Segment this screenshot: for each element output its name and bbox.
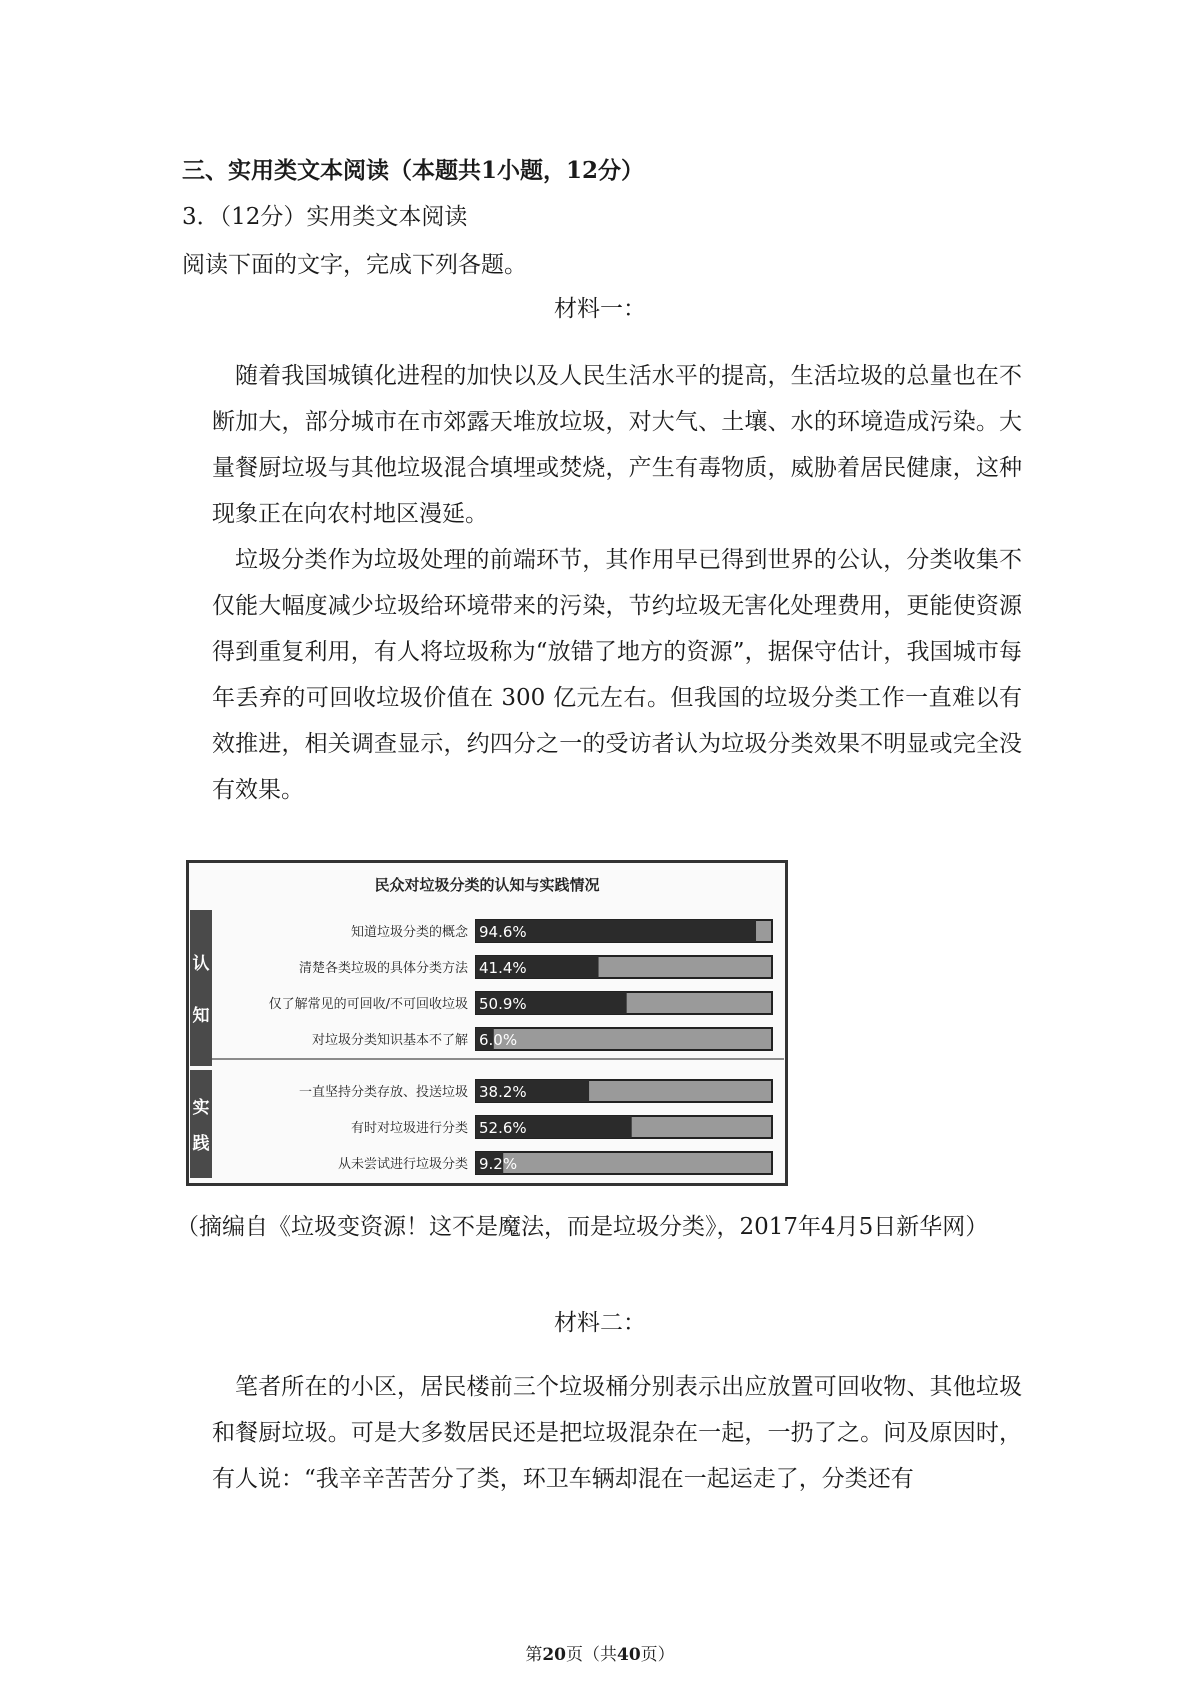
bar-label: 仅了解常见的可回收/不可回收垃圾 xyxy=(268,997,468,1012)
chart-title: 民众对垃圾分类的认知与实践情况 xyxy=(374,876,600,894)
footer-middle: 页（共 xyxy=(566,1645,617,1665)
material1-body xyxy=(212,353,1022,813)
bar-label: 对垃圾分类知识基本不了解 xyxy=(311,1033,468,1048)
bar-value-label: 52.6% xyxy=(479,1119,527,1137)
material1-paragraph-2: 垃圾分类作为垃圾处理的前端环节，其作用早已得到世界的公认，分类收集不仅能大幅度减少垃圾给环境带来的污染，节约垃圾无害化处理费用，更能使资源得到重复利用，有人将垃圾称为“放错了地方的资源”，据保守估计，我国城市每年丢弃的可回收垃圾价值在 300 亿元左右。但我国的垃圾分类工作一直难以有效推进，相关调查显示，约四分之一的受访者认为垃圾分类效果不明显或完全没有效果。 xyxy=(212,547,1022,803)
group-tag-box xyxy=(190,910,212,1066)
material1-heading: 材料一： xyxy=(554,296,646,322)
group-tag-char: 认 xyxy=(192,954,210,974)
group-tag-char: 实 xyxy=(192,1098,210,1118)
footer-page-number: 20 xyxy=(542,1645,566,1665)
page-footer xyxy=(0,1640,1200,1665)
footer-suffix: 页） xyxy=(640,1645,675,1665)
instruction-text: 阅读下面的文字，完成下列各题。 xyxy=(182,252,527,278)
material2-heading: 材料二： xyxy=(554,1310,646,1336)
bar-track xyxy=(476,1028,772,1050)
material2-paragraph-1: 笔者所在的小区，居民楼前三个垃圾桶分别表示出应放置可回收物、其他垃圾和餐厨垃圾。可是大多数居民还是把垃圾混杂在一起，一扔了之。问及原因时，有人说：“我辛辛苦苦分了类，环卫车辆却混在一起运走了，分类还有 xyxy=(212,1374,1022,1492)
bar-value-label: 41.4% xyxy=(479,959,527,977)
material1-paragraph-1: 随着我国城镇化进程的加快以及人民生活水平的提高，生活垃圾的总量也在不断加大，部分城市在市郊露天堆放垃圾，对大气、土壤、水的环境造成污染。大量餐厨垃圾与其他垃圾混合填埋或焚烧，产生有毒物质，威胁着居民健康，这种现象正在向农村地区漫延。 xyxy=(212,363,1022,527)
footer-prefix: 第 xyxy=(525,1645,543,1665)
group-tag-char: 知 xyxy=(192,1006,210,1026)
footer-total-pages: 40 xyxy=(617,1645,641,1665)
group-tag-box xyxy=(190,1070,212,1178)
bar-label: 从未尝试进行垃圾分类 xyxy=(337,1157,468,1172)
bar-value-label: 50.9% xyxy=(479,995,527,1013)
chart xyxy=(186,860,788,1186)
bar-value-label: 94.6% xyxy=(479,923,527,941)
source-citation: （摘编自《垃圾变资源！这不是魔法，而是垃圾分类》，2017年4月5日新华网） xyxy=(176,1214,989,1240)
material2-body xyxy=(212,1364,1022,1502)
bar-track xyxy=(476,1152,772,1174)
bar-value-label: 6.0% xyxy=(479,1031,518,1049)
section-title: 三、实用类文本阅读（本题共1小题，12分） xyxy=(182,157,645,184)
bar-value-label: 38.2% xyxy=(479,1083,527,1101)
bar-label: 有时对垃圾进行分类 xyxy=(350,1121,468,1136)
bar-label: 清楚各类垃圾的具体分类方法 xyxy=(298,961,468,976)
bar-label: 一直坚持分类存放、投送垃圾 xyxy=(298,1085,468,1100)
question-line: 3．（12分）实用类文本阅读 xyxy=(182,204,468,230)
bar-label: 知道垃圾分类的概念 xyxy=(350,925,468,940)
group-tag-char: 践 xyxy=(192,1134,210,1154)
bar-value-label: 9.2% xyxy=(479,1155,518,1173)
